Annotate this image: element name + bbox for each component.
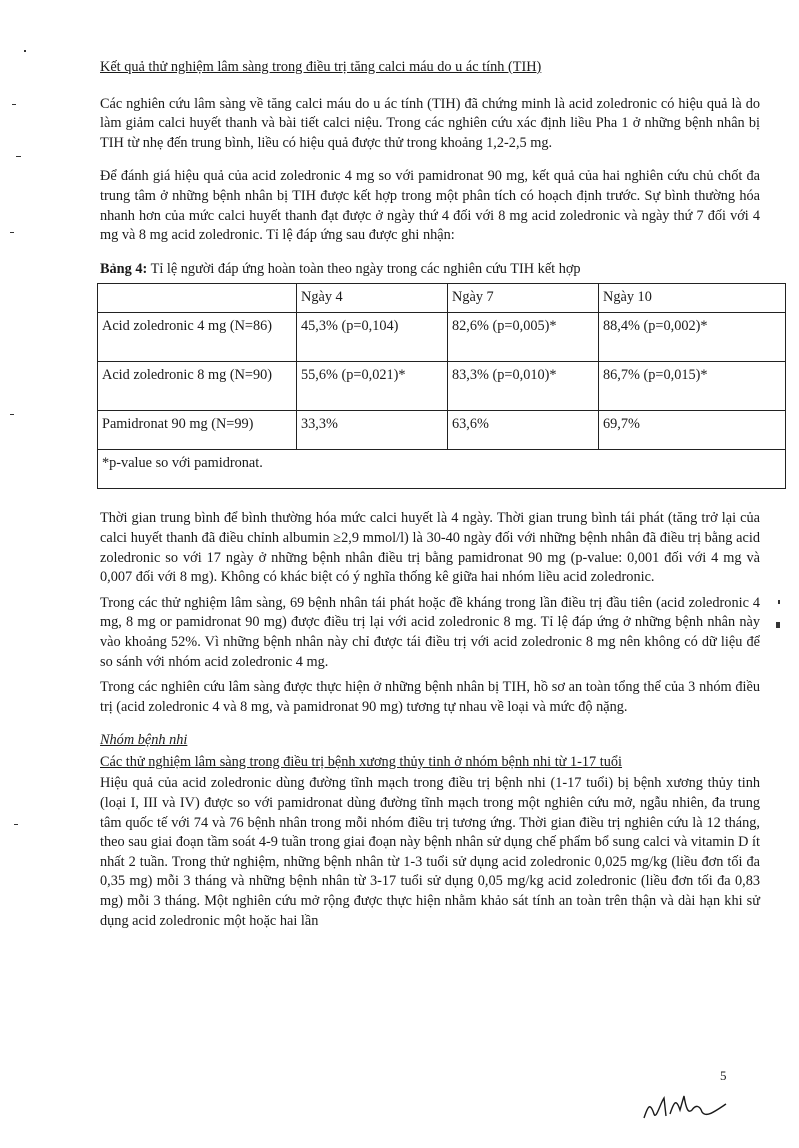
scan-mark	[14, 824, 18, 825]
page-content	[100, 58, 760, 945]
table-cell: Acid zoledronic 8 mg (N=90)	[98, 362, 297, 411]
table-row	[98, 362, 786, 411]
table-cell: 83,3% (p=0,010)*	[448, 362, 599, 411]
paragraph-4: Trong các thử nghiệm lâm sàng, 69 bệnh nhân tái phát hoặc đề kháng trong lần điều trị đầu tiên (acid zoledronic 4 mg, 8 mg or pamidronat 90 mg) được điều trị lại với acid zoledronic 8 mg. Tỉ lệ đáp ứng ở những bệnh nhân này vào khoảng 52%. Vì những bệnh nhân này chỉ được tái điều trị với acid zoledronic 8 mg nên không có dữ liệu để so sánh với nhóm acid zoledronic 4 mg.	[100, 594, 760, 670]
table-header-row	[98, 284, 786, 313]
table-header-cell: Ngày 10	[599, 284, 786, 313]
table-caption-text: Tỉ lệ người đáp ứng hoàn toàn theo ngày trong các nghiên cứu TIH kết hợp	[147, 260, 581, 277]
table-footnote-row	[98, 450, 786, 489]
table-header-cell	[98, 284, 297, 313]
scan-mark	[778, 600, 780, 604]
table-caption	[100, 260, 760, 280]
table-cell: 55,6% (p=0,021)*	[297, 362, 448, 411]
table-cell: Pamidronat 90 mg (N=99)	[98, 411, 297, 450]
scan-mark	[10, 414, 14, 415]
table-cell: 88,4% (p=0,002)*	[599, 313, 786, 362]
table-cell: 33,3%	[297, 411, 448, 450]
paragraph-3: Thời gian trung bình để bình thường hóa mức calci huyết là 4 ngày. Thời gian trung bình tái phát (tăng trở lại của calci huyết thanh đã điều chỉnh albumin ≥2,9 mmol/l) là 30-40 ngày đối với những bệnh nhân đã điều trị bằng acid zoledronic so với 17 ngày ở những bệnh nhân điều trị bằng pamidronat 90 mg (p-value: 0,001 đối với 4 mg và 0,007 đối với 8 mg). Không có khác biệt có ý nghĩa thống kê giữa hai nhóm liều acid zoledronic.	[100, 510, 760, 586]
table-row	[98, 411, 786, 450]
scan-mark	[776, 622, 780, 628]
table-cell: 69,7%	[599, 411, 786, 450]
table-cell: Acid zoledronic 4 mg (N=86)	[98, 313, 297, 362]
table-caption-label: Bảng 4:	[100, 260, 148, 277]
scan-mark	[12, 104, 16, 105]
handwritten-initials-icon	[640, 1084, 730, 1124]
table-row	[98, 313, 786, 362]
table-cell: 82,6% (p=0,005)*	[448, 313, 599, 362]
sub-title: Các thử nghiệm lâm sàng trong điều trị bệnh xương thủy tinh ở nhóm bệnh nhi từ 1-17 tuổi	[100, 753, 623, 770]
table-cell: 45,3% (p=0,104)	[297, 313, 448, 362]
table-cell: 86,7% (p=0,015)*	[599, 362, 786, 411]
sub-heading: Nhóm bệnh nhi	[100, 732, 188, 749]
paragraph-6: Hiệu quả của acid zoledronic dùng đường tĩnh mạch trong điều trị bệnh nhi (1-17 tuổi) bị bệnh xương thủy tinh (loại I, III và IV) được so với pamidronat dùng đường tĩnh mạch trong một nghiên cứu mở, ngẫu nhiên, đa trung tâm quốc tế với 74 và 76 bệnh nhân trong mỗi nhóm điều trị tương ứng. Thời gian điều trị nghiên cứu là 12 tháng, theo sau giai đoạn tầm soát 4-9 tuần trong giai đoạn này bệnh nhân sử dụng chế phẩm bổ sung calci và vitamin D ít nhất 2 tuần. Trong thử nghiệm, những bệnh nhân từ 1-3 tuổi sử dụng acid zoledronic 0,025 mg/kg (liều đơn tối đa 0,35 mg) mỗi 3 tháng và những bệnh nhân từ 3-17 tuổi sử dụng 0,05 mg/kg acid zoledronic (liều đơn tối đa 0,83 mg) mỗi 3 tháng. Một nghiên cứu mở rộng được thực hiện nhằm khảo sát tính an toàn trên thận và dài hạn khi sử dụng acid zoledronic một hoặc hai lần	[100, 775, 760, 929]
response-rate-table	[97, 283, 786, 489]
page-number: 5	[720, 1068, 727, 1083]
scan-mark	[24, 50, 26, 52]
section-title: Kết quả thử nghiệm lâm sàng trong điều trị tăng calci máu do u ác tính (TIH)	[100, 59, 542, 75]
table-header-cell: Ngày 7	[448, 284, 599, 313]
scan-mark	[10, 232, 14, 233]
paragraph-5: Trong các nghiên cứu lâm sàng được thực hiện ở những bệnh nhân bị TIH, hồ sơ an toàn tổng thể của 3 nhóm điều trị (acid zoledronic 4 và 8 mg, và pamidronat 90 mg) tương tự nhau về loại và mức độ nặng.	[100, 679, 760, 715]
table-cell: 63,6%	[448, 411, 599, 450]
paragraph-2: Để đánh giá hiệu quả của acid zoledronic 4 mg so với pamidronat 90 mg, kết quả của hai nghiên cứu chủ chốt đa trung tâm ở những bệnh nhân bị TIH được kết hợp trong một phân tích có hoạch định trước. Sự bình thường hóa nhanh hơn của mức calci huyết thanh đạt được ở ngày thứ 4 đối với 8 mg acid zoledronic và ngày thứ 7 đối với 4 mg và 8 mg acid zoledronic. Tỉ lệ đáp ứng sau được ghi nhận:	[100, 168, 760, 244]
table-footnote: *p-value so với pamidronat.	[98, 450, 786, 489]
scan-mark	[16, 156, 21, 157]
table-header-cell: Ngày 4	[297, 284, 448, 313]
paragraph-1: Các nghiên cứu lâm sàng về tăng calci máu do u ác tính (TIH) đã chứng minh là acid zoledronic có hiệu quả là do làm giảm calci huyết thanh và bài tiết calci niệu. Trong các nghiên cứu xác định liều Pha 1 ở những bệnh nhân bị TIH từ nhẹ đến trung bình, liều có hiệu quả được thử trong khoảng 1,2-2,5 mg.	[100, 95, 760, 151]
